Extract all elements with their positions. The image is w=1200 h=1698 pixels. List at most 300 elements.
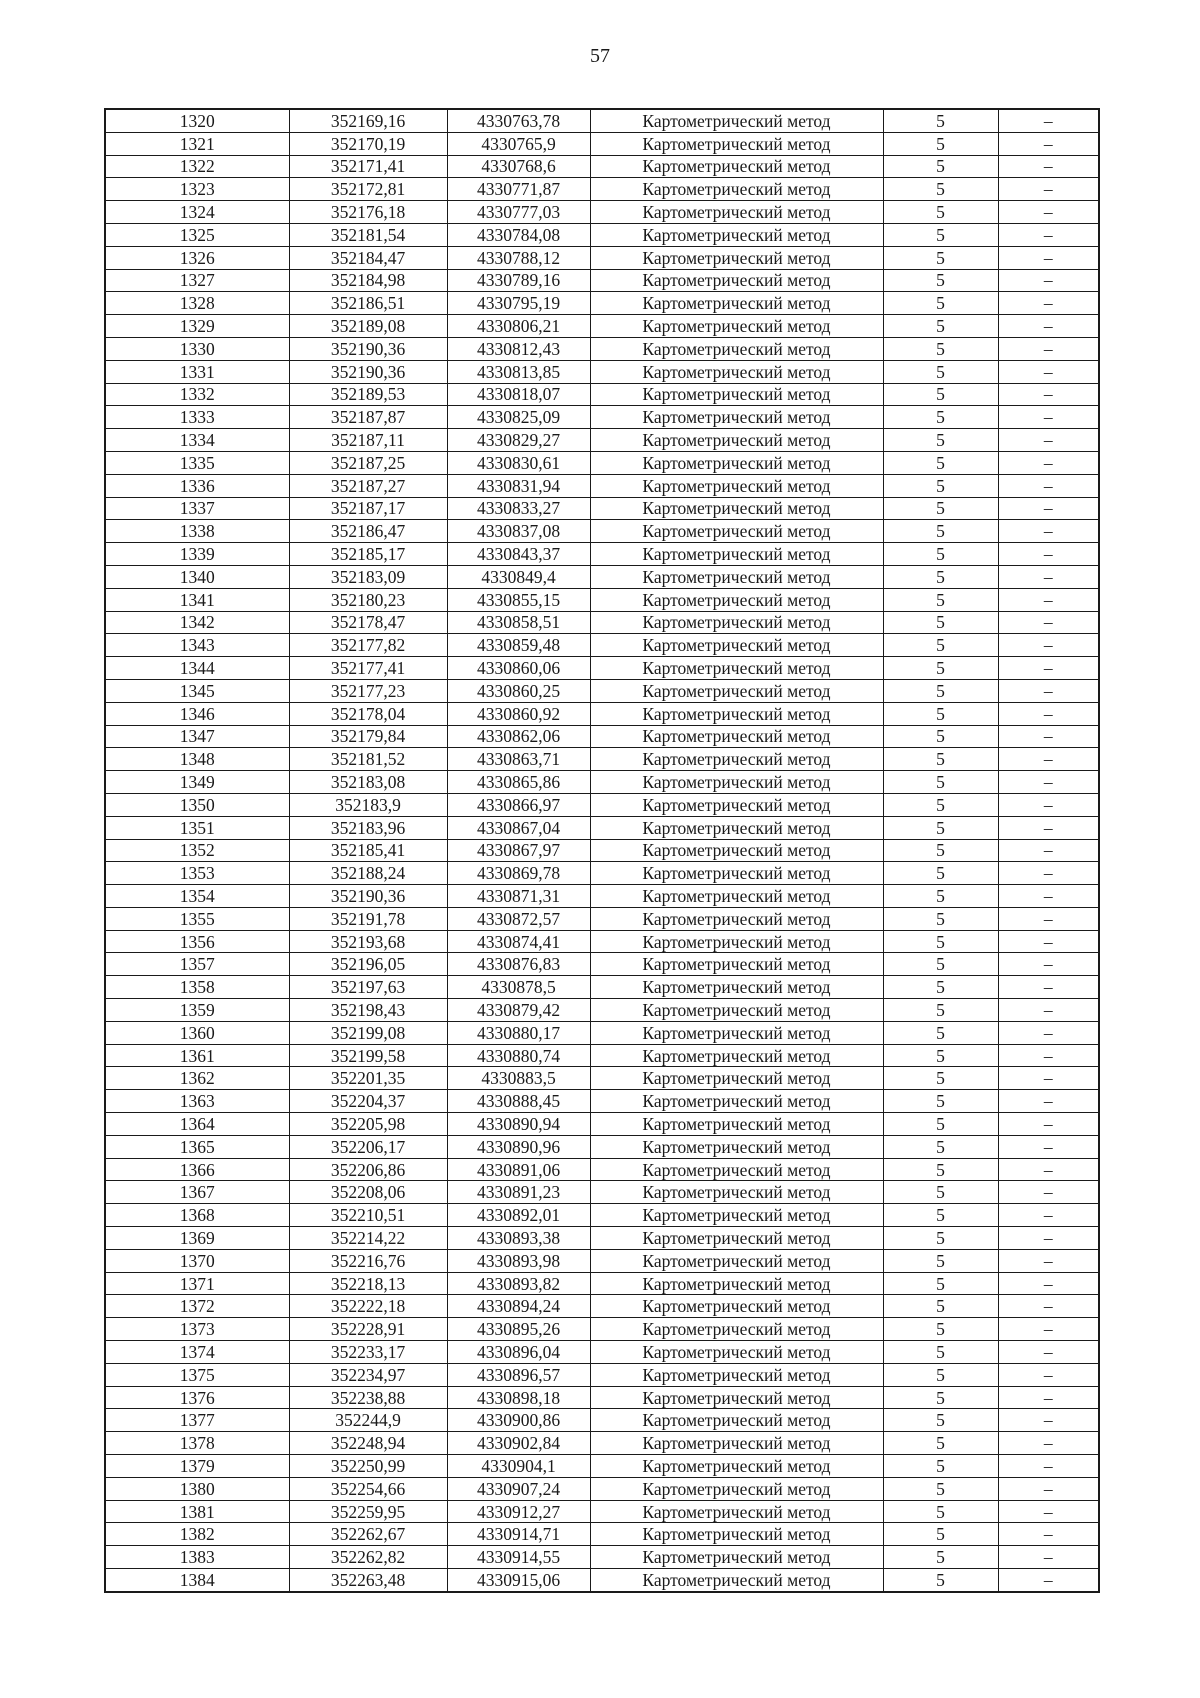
x-coordinate-cell: 352216,76 [289,1249,447,1272]
x-coordinate-cell: 352198,43 [289,999,447,1022]
point-number-cell: 1363 [105,1090,289,1113]
note-dash-cell: – [998,1044,1099,1067]
y-coordinate-cell: 4330788,12 [447,246,590,269]
point-number-cell: 1381 [105,1500,289,1523]
y-coordinate-cell: 4330880,17 [447,1021,590,1044]
point-number-cell: 1335 [105,451,289,474]
x-coordinate-cell: 352190,36 [289,337,447,360]
y-coordinate-cell: 4330818,07 [447,383,590,406]
table-row [105,771,1099,794]
accuracy-cell: 5 [883,1181,998,1204]
table-row [105,793,1099,816]
note-dash-cell: – [998,269,1099,292]
x-coordinate-cell: 352248,94 [289,1432,447,1455]
accuracy-cell: 5 [883,497,998,520]
table-row [105,1455,1099,1478]
method-cell: Картометрический метод [590,679,883,702]
y-coordinate-cell: 4330831,94 [447,474,590,497]
y-coordinate-cell: 4330825,09 [447,406,590,429]
method-cell: Картометрический метод [590,839,883,862]
table-row [105,1135,1099,1158]
point-number-cell: 1332 [105,383,289,406]
point-number-cell: 1380 [105,1477,289,1500]
accuracy-cell: 5 [883,611,998,634]
method-cell: Картометрический метод [590,246,883,269]
note-dash-cell: – [998,337,1099,360]
note-dash-cell: – [998,1523,1099,1546]
point-number-cell: 1321 [105,132,289,155]
accuracy-cell: 5 [883,1227,998,1250]
accuracy-cell: 5 [883,223,998,246]
point-number-cell: 1369 [105,1227,289,1250]
accuracy-cell: 5 [883,657,998,680]
coordinates-table-container [104,108,1098,1593]
point-number-cell: 1339 [105,543,289,566]
accuracy-cell: 5 [883,1204,998,1227]
y-coordinate-cell: 4330878,5 [447,976,590,999]
accuracy-cell: 5 [883,725,998,748]
method-cell: Картометрический метод [590,109,883,132]
method-cell: Картометрический метод [590,474,883,497]
note-dash-cell: – [998,223,1099,246]
accuracy-cell: 5 [883,565,998,588]
table-row [105,1386,1099,1409]
point-number-cell: 1348 [105,748,289,771]
method-cell: Картометрический метод [590,907,883,930]
point-number-cell: 1330 [105,337,289,360]
note-dash-cell: – [998,1113,1099,1136]
note-dash-cell: – [998,1341,1099,1364]
x-coordinate-cell: 352197,63 [289,976,447,999]
point-number-cell: 1367 [105,1181,289,1204]
point-number-cell: 1345 [105,679,289,702]
method-cell: Картометрический метод [590,383,883,406]
accuracy-cell: 5 [883,1295,998,1318]
x-coordinate-cell: 352228,91 [289,1318,447,1341]
point-number-cell: 1377 [105,1409,289,1432]
point-number-cell: 1361 [105,1044,289,1067]
x-coordinate-cell: 352233,17 [289,1341,447,1364]
accuracy-cell: 5 [883,406,998,429]
method-cell: Картометрический метод [590,1363,883,1386]
method-cell: Картометрический метод [590,1569,883,1592]
table-row [105,1067,1099,1090]
table-row [105,109,1099,132]
accuracy-cell: 5 [883,702,998,725]
note-dash-cell: – [998,999,1099,1022]
note-dash-cell: – [998,383,1099,406]
y-coordinate-cell: 4330833,27 [447,497,590,520]
table-row [105,1363,1099,1386]
x-coordinate-cell: 352189,08 [289,315,447,338]
x-coordinate-cell: 352176,18 [289,201,447,224]
method-cell: Картометрический метод [590,520,883,543]
method-cell: Картометрический метод [590,1158,883,1181]
method-cell: Картометрический метод [590,1249,883,1272]
method-cell: Картометрический метод [590,201,883,224]
accuracy-cell: 5 [883,155,998,178]
note-dash-cell: – [998,520,1099,543]
y-coordinate-cell: 4330813,85 [447,360,590,383]
y-coordinate-cell: 4330898,18 [447,1386,590,1409]
point-number-cell: 1382 [105,1523,289,1546]
method-cell: Картометрический метод [590,1113,883,1136]
method-cell: Картометрический метод [590,178,883,201]
accuracy-cell: 5 [883,246,998,269]
method-cell: Картометрический метод [590,1204,883,1227]
y-coordinate-cell: 4330771,87 [447,178,590,201]
point-number-cell: 1324 [105,201,289,224]
note-dash-cell: – [998,1021,1099,1044]
point-number-cell: 1383 [105,1546,289,1569]
table-row [105,999,1099,1022]
accuracy-cell: 5 [883,976,998,999]
point-number-cell: 1357 [105,953,289,976]
table-row [105,930,1099,953]
note-dash-cell: – [998,1546,1099,1569]
table-row [105,634,1099,657]
point-number-cell: 1360 [105,1021,289,1044]
point-number-cell: 1366 [105,1158,289,1181]
accuracy-cell: 5 [883,634,998,657]
table-row [105,155,1099,178]
table-row [105,543,1099,566]
x-coordinate-cell: 352210,51 [289,1204,447,1227]
x-coordinate-cell: 352214,22 [289,1227,447,1250]
note-dash-cell: – [998,451,1099,474]
y-coordinate-cell: 4330879,42 [447,999,590,1022]
table-row [105,178,1099,201]
point-number-cell: 1374 [105,1341,289,1364]
coordinates-table-body [105,109,1099,1592]
accuracy-cell: 5 [883,1523,998,1546]
note-dash-cell: – [998,1295,1099,1318]
x-coordinate-cell: 352254,66 [289,1477,447,1500]
note-dash-cell: – [998,816,1099,839]
table-row [105,132,1099,155]
note-dash-cell: – [998,657,1099,680]
method-cell: Картометрический метод [590,725,883,748]
method-cell: Картометрический метод [590,793,883,816]
x-coordinate-cell: 352263,48 [289,1569,447,1592]
x-coordinate-cell: 352196,05 [289,953,447,976]
note-dash-cell: – [998,1249,1099,1272]
note-dash-cell: – [998,611,1099,634]
x-coordinate-cell: 352183,08 [289,771,447,794]
accuracy-cell: 5 [883,1546,998,1569]
point-number-cell: 1352 [105,839,289,862]
method-cell: Картометрический метод [590,1295,883,1318]
y-coordinate-cell: 4330893,98 [447,1249,590,1272]
method-cell: Картометрический метод [590,748,883,771]
y-coordinate-cell: 4330880,74 [447,1044,590,1067]
point-number-cell: 1344 [105,657,289,680]
x-coordinate-cell: 352218,13 [289,1272,447,1295]
y-coordinate-cell: 4330865,86 [447,771,590,794]
note-dash-cell: – [998,1409,1099,1432]
method-cell: Картометрический метод [590,1409,883,1432]
accuracy-cell: 5 [883,1477,998,1500]
method-cell: Картометрический метод [590,451,883,474]
y-coordinate-cell: 4330892,01 [447,1204,590,1227]
accuracy-cell: 5 [883,1318,998,1341]
point-number-cell: 1326 [105,246,289,269]
table-row [105,520,1099,543]
x-coordinate-cell: 352185,17 [289,543,447,566]
table-row [105,429,1099,452]
accuracy-cell: 5 [883,1569,998,1592]
y-coordinate-cell: 4330859,48 [447,634,590,657]
y-coordinate-cell: 4330860,06 [447,657,590,680]
point-number-cell: 1373 [105,1318,289,1341]
accuracy-cell: 5 [883,269,998,292]
note-dash-cell: – [998,429,1099,452]
note-dash-cell: – [998,885,1099,908]
y-coordinate-cell: 4330876,83 [447,953,590,976]
x-coordinate-cell: 352177,82 [289,634,447,657]
accuracy-cell: 5 [883,771,998,794]
point-number-cell: 1323 [105,178,289,201]
coordinates-table [104,108,1100,1593]
accuracy-cell: 5 [883,1135,998,1158]
note-dash-cell: – [998,246,1099,269]
point-number-cell: 1365 [105,1135,289,1158]
table-row [105,1227,1099,1250]
accuracy-cell: 5 [883,360,998,383]
table-row [105,451,1099,474]
x-coordinate-cell: 352181,54 [289,223,447,246]
point-number-cell: 1328 [105,292,289,315]
point-number-cell: 1322 [105,155,289,178]
table-row [105,1295,1099,1318]
method-cell: Картометрический метод [590,292,883,315]
accuracy-cell: 5 [883,429,998,452]
note-dash-cell: – [998,1272,1099,1295]
point-number-cell: 1331 [105,360,289,383]
x-coordinate-cell: 352183,9 [289,793,447,816]
point-number-cell: 1364 [105,1113,289,1136]
x-coordinate-cell: 352184,47 [289,246,447,269]
y-coordinate-cell: 4330866,97 [447,793,590,816]
accuracy-cell: 5 [883,132,998,155]
y-coordinate-cell: 4330849,4 [447,565,590,588]
accuracy-cell: 5 [883,1341,998,1364]
point-number-cell: 1354 [105,885,289,908]
x-coordinate-cell: 352172,81 [289,178,447,201]
x-coordinate-cell: 352199,08 [289,1021,447,1044]
table-row [105,360,1099,383]
x-coordinate-cell: 352171,41 [289,155,447,178]
point-number-cell: 1342 [105,611,289,634]
accuracy-cell: 5 [883,1272,998,1295]
accuracy-cell: 5 [883,1021,998,1044]
method-cell: Картометрический метод [590,1135,883,1158]
method-cell: Картометрический метод [590,1523,883,1546]
table-row [105,1500,1099,1523]
y-coordinate-cell: 4330893,38 [447,1227,590,1250]
y-coordinate-cell: 4330894,24 [447,1295,590,1318]
x-coordinate-cell: 352185,41 [289,839,447,862]
point-number-cell: 1359 [105,999,289,1022]
accuracy-cell: 5 [883,1432,998,1455]
accuracy-cell: 5 [883,748,998,771]
table-row [105,315,1099,338]
x-coordinate-cell: 352183,09 [289,565,447,588]
point-number-cell: 1376 [105,1386,289,1409]
note-dash-cell: – [998,1569,1099,1592]
table-row [105,1090,1099,1113]
note-dash-cell: – [998,1135,1099,1158]
table-row [105,497,1099,520]
table-row [105,816,1099,839]
method-cell: Картометрический метод [590,953,883,976]
y-coordinate-cell: 4330863,71 [447,748,590,771]
method-cell: Картометрический метод [590,1067,883,1090]
table-row [105,976,1099,999]
point-number-cell: 1347 [105,725,289,748]
point-number-cell: 1351 [105,816,289,839]
y-coordinate-cell: 4330830,61 [447,451,590,474]
note-dash-cell: – [998,497,1099,520]
note-dash-cell: – [998,679,1099,702]
y-coordinate-cell: 4330763,78 [447,109,590,132]
y-coordinate-cell: 4330784,08 [447,223,590,246]
x-coordinate-cell: 352190,36 [289,885,447,908]
accuracy-cell: 5 [883,793,998,816]
table-row [105,1021,1099,1044]
y-coordinate-cell: 4330860,25 [447,679,590,702]
note-dash-cell: – [998,178,1099,201]
y-coordinate-cell: 4330896,04 [447,1341,590,1364]
point-number-cell: 1368 [105,1204,289,1227]
y-coordinate-cell: 4330777,03 [447,201,590,224]
y-coordinate-cell: 4330795,19 [447,292,590,315]
x-coordinate-cell: 352179,84 [289,725,447,748]
x-coordinate-cell: 352183,96 [289,816,447,839]
accuracy-cell: 5 [883,1067,998,1090]
y-coordinate-cell: 4330768,6 [447,155,590,178]
y-coordinate-cell: 4330890,94 [447,1113,590,1136]
y-coordinate-cell: 4330907,24 [447,1477,590,1500]
y-coordinate-cell: 4330872,57 [447,907,590,930]
point-number-cell: 1340 [105,565,289,588]
table-row [105,1546,1099,1569]
accuracy-cell: 5 [883,474,998,497]
method-cell: Картометрический метод [590,497,883,520]
x-coordinate-cell: 352234,97 [289,1363,447,1386]
x-coordinate-cell: 352187,25 [289,451,447,474]
x-coordinate-cell: 352170,19 [289,132,447,155]
accuracy-cell: 5 [883,839,998,862]
table-row [105,292,1099,315]
table-row [105,337,1099,360]
method-cell: Картометрический метод [590,315,883,338]
method-cell: Картометрический метод [590,1432,883,1455]
table-row [105,223,1099,246]
x-coordinate-cell: 352169,16 [289,109,447,132]
accuracy-cell: 5 [883,862,998,885]
method-cell: Картометрический метод [590,657,883,680]
table-row [105,679,1099,702]
point-number-cell: 1353 [105,862,289,885]
point-number-cell: 1375 [105,1363,289,1386]
point-number-cell: 1350 [105,793,289,816]
x-coordinate-cell: 352199,58 [289,1044,447,1067]
accuracy-cell: 5 [883,588,998,611]
accuracy-cell: 5 [883,543,998,566]
x-coordinate-cell: 352206,86 [289,1158,447,1181]
method-cell: Картометрический метод [590,406,883,429]
method-cell: Картометрический метод [590,1546,883,1569]
y-coordinate-cell: 4330888,45 [447,1090,590,1113]
point-number-cell: 1371 [105,1272,289,1295]
accuracy-cell: 5 [883,451,998,474]
y-coordinate-cell: 4330895,26 [447,1318,590,1341]
note-dash-cell: – [998,315,1099,338]
note-dash-cell: – [998,702,1099,725]
point-number-cell: 1346 [105,702,289,725]
table-row [105,1569,1099,1592]
point-number-cell: 1327 [105,269,289,292]
x-coordinate-cell: 352208,06 [289,1181,447,1204]
method-cell: Картометрический метод [590,999,883,1022]
method-cell: Картометрический метод [590,565,883,588]
note-dash-cell: – [998,862,1099,885]
x-coordinate-cell: 352222,18 [289,1295,447,1318]
accuracy-cell: 5 [883,201,998,224]
note-dash-cell: – [998,771,1099,794]
table-row [105,1341,1099,1364]
y-coordinate-cell: 4330874,41 [447,930,590,953]
note-dash-cell: – [998,1067,1099,1090]
y-coordinate-cell: 4330860,92 [447,702,590,725]
table-row [105,588,1099,611]
method-cell: Картометрический метод [590,543,883,566]
accuracy-cell: 5 [883,1500,998,1523]
table-row [105,953,1099,976]
table-row [105,565,1099,588]
note-dash-cell: – [998,406,1099,429]
note-dash-cell: – [998,474,1099,497]
note-dash-cell: – [998,1090,1099,1113]
accuracy-cell: 5 [883,1158,998,1181]
accuracy-cell: 5 [883,1386,998,1409]
method-cell: Картометрический метод [590,885,883,908]
method-cell: Картометрический метод [590,429,883,452]
table-row [105,885,1099,908]
table-row [105,1204,1099,1227]
note-dash-cell: – [998,1432,1099,1455]
table-row [105,1432,1099,1455]
table-row [105,1044,1099,1067]
y-coordinate-cell: 4330812,43 [447,337,590,360]
point-number-cell: 1336 [105,474,289,497]
table-row [105,1113,1099,1136]
x-coordinate-cell: 352177,23 [289,679,447,702]
accuracy-cell: 5 [883,109,998,132]
x-coordinate-cell: 352186,51 [289,292,447,315]
method-cell: Картометрический метод [590,1021,883,1044]
method-cell: Картометрический метод [590,1477,883,1500]
x-coordinate-cell: 352191,78 [289,907,447,930]
y-coordinate-cell: 4330765,9 [447,132,590,155]
method-cell: Картометрический метод [590,360,883,383]
table-row [105,1249,1099,1272]
point-number-cell: 1378 [105,1432,289,1455]
y-coordinate-cell: 4330915,06 [447,1569,590,1592]
table-row [105,269,1099,292]
table-row [105,748,1099,771]
